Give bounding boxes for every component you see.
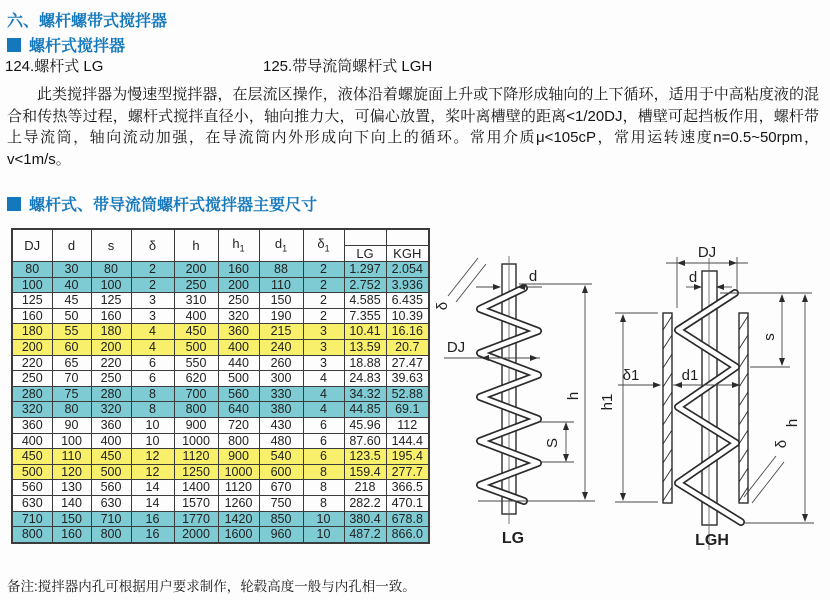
- table-cell: 366.5: [386, 480, 429, 496]
- table-cell: 112: [386, 417, 429, 433]
- table-cell: 310: [174, 293, 218, 309]
- table-cell: 6: [131, 371, 174, 387]
- table-row: [12, 386, 429, 402]
- table-cell: 44.85: [344, 402, 386, 418]
- table-cell: 960: [259, 527, 303, 543]
- table-cell: 710: [12, 511, 52, 527]
- table-cell: 30: [52, 262, 91, 278]
- table-cell: 866.0: [386, 527, 429, 543]
- lg-label-d: d: [528, 268, 538, 285]
- lgh-dim-delta1: [618, 367, 661, 388]
- table-cell: 8: [303, 495, 344, 511]
- table-body: [12, 262, 429, 543]
- table-cell: 1600: [218, 527, 259, 543]
- section-heading-label: 螺杆式、带导流筒螺杆式搅拌器主要尺寸: [29, 197, 318, 214]
- table-row: [12, 480, 429, 496]
- table-cell: 850: [259, 511, 303, 527]
- table-cell: 52.88: [386, 386, 429, 402]
- table-cell: 320: [91, 402, 131, 418]
- table-cell: 1120: [174, 449, 218, 465]
- table-row: [12, 527, 429, 543]
- technical-diagrams: [430, 210, 830, 572]
- table-row: [12, 371, 429, 387]
- table-cell: 470.1: [386, 495, 429, 511]
- table-cell: 130: [52, 480, 91, 496]
- lg-label-delta: δ: [434, 301, 451, 311]
- table-cell: 55: [52, 324, 91, 340]
- table-header: [12, 229, 429, 262]
- lgh-diagram: [599, 244, 814, 550]
- table-cell: 80: [52, 402, 91, 418]
- table-cell: 400: [91, 433, 131, 449]
- table-cell: 160: [12, 308, 52, 324]
- table-cell: 180: [12, 324, 52, 340]
- table-cell: 710: [91, 511, 131, 527]
- table-row: [12, 277, 429, 293]
- table-cell: 4: [131, 339, 174, 355]
- table-cell: 100: [52, 433, 91, 449]
- table-cell: 110: [259, 277, 303, 293]
- description-paragraph: 此类搅拌器为慢速型搅拌器，在层流区操作，液体沿着螺旋面上升或下降形成轴向的上下循环，适用于中高粘度液的混合和传热等过程，螺杆式搅拌直径小，轴向推力大，可偏心放置，桨叶离槽壁的距离<1/20DJ，槽壁可起挡板作用，螺杆带上导流筒，轴向流动加强，在导流筒内外形成向下向上的循环。常用介质μ<105cP，常用运转速度n=0.5~50rpm，v<1m/s。: [7, 86, 819, 168]
- table-cell: 125: [91, 293, 131, 309]
- lgh-label-delta1: δ1: [622, 367, 640, 384]
- column-header: $h_1$: [218, 229, 259, 262]
- table-cell: 10: [303, 511, 344, 527]
- weight-column-header: KGH: [386, 246, 429, 262]
- table-cell: 14: [131, 480, 174, 496]
- table-cell: 12: [131, 449, 174, 465]
- lgh-dim-h: [743, 294, 814, 523]
- table-cell: 3: [131, 308, 174, 324]
- table-cell: 195.4: [386, 449, 429, 465]
- table-cell: 87.60: [344, 433, 386, 449]
- table-cell: 2: [131, 262, 174, 278]
- table-cell: 1770: [174, 511, 218, 527]
- table-row: [12, 308, 429, 324]
- table-cell: 360: [218, 324, 259, 340]
- table-cell: 6: [303, 433, 344, 449]
- lg-label-s: S: [544, 437, 561, 449]
- lgh-dim-s: [720, 293, 812, 367]
- table-cell: 1120: [218, 480, 259, 496]
- table-cell: 16: [131, 527, 174, 543]
- table-cell: 100: [91, 277, 131, 293]
- weight-column-header: LG: [344, 246, 386, 262]
- table-row: [12, 511, 429, 527]
- table-cell: 100: [12, 277, 52, 293]
- section-heading-label: 螺杆式搅拌器: [29, 38, 126, 55]
- table-cell: 1260: [218, 495, 259, 511]
- table-cell: 123.5: [344, 449, 386, 465]
- table-cell: 70: [52, 371, 91, 387]
- model-item-lgh: 125.带导流筒螺杆式 LGH: [263, 58, 433, 75]
- table-cell: 200: [91, 339, 131, 355]
- table-row: [12, 402, 429, 418]
- table-cell: 630: [91, 495, 131, 511]
- table-cell: 13.59: [344, 339, 386, 355]
- table-cell: 360: [91, 417, 131, 433]
- model-item-lg: 124.螺杆式 LG: [5, 58, 104, 75]
- section-heading-dimensions: [7, 192, 317, 215]
- table-cell: 1000: [174, 433, 218, 449]
- table-cell: 280: [12, 386, 52, 402]
- lg-dim-s: [540, 422, 574, 462]
- table-cell: 900: [174, 417, 218, 433]
- table-cell: 39.63: [386, 371, 429, 387]
- table-row: [12, 262, 429, 278]
- table-cell: 380.4: [344, 511, 386, 527]
- table-cell: 16.16: [386, 324, 429, 340]
- footnote: 备注:搅拌器内孔可根据用户要求制作，轮毂高度一般与内孔相一致。: [7, 579, 416, 594]
- table-cell: 8: [131, 402, 174, 418]
- table-cell: 670: [259, 480, 303, 496]
- table-cell: 1000: [218, 464, 259, 480]
- lg-diagram: [434, 256, 595, 547]
- column-header: h: [174, 229, 218, 262]
- table-cell: 3: [131, 293, 174, 309]
- table-cell: 120: [52, 464, 91, 480]
- table-row: [12, 324, 429, 340]
- table-cell: 6.435: [386, 293, 429, 309]
- table-cell: 240: [259, 339, 303, 355]
- table-cell: 150: [259, 293, 303, 309]
- section-heading-screw: [7, 33, 125, 56]
- table-cell: 220: [12, 355, 52, 371]
- table-cell: 8: [303, 464, 344, 480]
- table-cell: 400: [174, 308, 218, 324]
- table-cell: 10: [303, 527, 344, 543]
- table-cell: 3: [303, 355, 344, 371]
- column-header: $\delta_1$: [303, 229, 344, 262]
- table-row: [12, 464, 429, 480]
- table-cell: 150: [52, 511, 91, 527]
- lgh-dim-h1: [599, 313, 658, 502]
- table-cell: 3.936: [386, 277, 429, 293]
- lgh-label-h: h: [784, 418, 801, 428]
- table-cell: 10: [131, 433, 174, 449]
- table-cell: 7.355: [344, 308, 386, 324]
- table-cell: 560: [218, 386, 259, 402]
- table-cell: 50: [52, 308, 91, 324]
- table-cell: 2: [131, 277, 174, 293]
- table-cell: 45.96: [344, 417, 386, 433]
- column-header: d: [52, 229, 91, 262]
- table-cell: 4: [303, 371, 344, 387]
- table-cell: 450: [12, 449, 52, 465]
- table-cell: 2: [303, 293, 344, 309]
- table-cell: 630: [12, 495, 52, 511]
- column-header: $d_1$: [259, 229, 303, 262]
- table-row: [12, 417, 429, 433]
- lgh-label-dj: DJ: [697, 244, 717, 261]
- table-row: [12, 433, 429, 449]
- table-cell: 560: [12, 480, 52, 496]
- table-cell: 250: [91, 371, 131, 387]
- table-cell: 750: [259, 495, 303, 511]
- table-cell: 160: [218, 262, 259, 278]
- table-cell: 27.47: [386, 355, 429, 371]
- table-cell: 40: [52, 277, 91, 293]
- table-cell: 140: [52, 495, 91, 511]
- table-cell: 430: [259, 417, 303, 433]
- table-cell: 18.88: [344, 355, 386, 371]
- table-cell: 220: [91, 355, 131, 371]
- table-cell: 487.2: [344, 527, 386, 543]
- column-header: s: [91, 229, 131, 262]
- table-cell: 440: [218, 355, 259, 371]
- table-cell: 1420: [218, 511, 259, 527]
- table-cell: 700: [174, 386, 218, 402]
- table-cell: 330: [259, 386, 303, 402]
- table-cell: 144.4: [386, 433, 429, 449]
- table-cell: 500: [218, 371, 259, 387]
- table-cell: 215: [259, 324, 303, 340]
- table-cell: 320: [218, 308, 259, 324]
- table-cell: 640: [218, 402, 259, 418]
- table-cell: 10.41: [344, 324, 386, 340]
- table-cell: 600: [259, 464, 303, 480]
- lgh-label-d: d: [688, 269, 698, 286]
- table-cell: 500: [91, 464, 131, 480]
- table-cell: 24.83: [344, 371, 386, 387]
- table-cell: 380: [259, 402, 303, 418]
- lgh-label-s: s: [761, 333, 778, 341]
- table-cell: 180: [91, 324, 131, 340]
- table-row: [12, 339, 429, 355]
- table-cell: 450: [91, 449, 131, 465]
- table-cell: 540: [259, 449, 303, 465]
- table-cell: 88: [259, 262, 303, 278]
- table-cell: 190: [259, 308, 303, 324]
- table-cell: 10: [131, 417, 174, 433]
- table-cell: 3: [303, 324, 344, 340]
- table-cell: 3: [303, 339, 344, 355]
- table-cell: 14: [131, 495, 174, 511]
- table-cell: 1250: [174, 464, 218, 480]
- page-title: 六、螺杆螺带式搅拌器: [7, 13, 168, 30]
- lgh-label-delta: δ: [773, 439, 790, 449]
- table-cell: 360: [12, 417, 52, 433]
- column-header: DJ: [12, 229, 52, 262]
- table-cell: 200: [12, 339, 52, 355]
- table-cell: 2000: [174, 527, 218, 543]
- table-cell: 250: [12, 371, 52, 387]
- table-cell: 8: [303, 480, 344, 496]
- table-cell: 12: [131, 464, 174, 480]
- lgh-label-h1: h1: [599, 393, 616, 411]
- table-cell: 1400: [174, 480, 218, 496]
- weight-header-spacer: [344, 229, 386, 246]
- lg-dim-delta: [434, 258, 486, 310]
- table-cell: 2.752: [344, 277, 386, 293]
- table-cell: 4.585: [344, 293, 386, 309]
- table-cell: 1570: [174, 495, 218, 511]
- table-cell: 450: [174, 324, 218, 340]
- table-cell: 200: [218, 277, 259, 293]
- table-cell: 110: [52, 449, 91, 465]
- section-bullet-icon: [7, 197, 21, 211]
- table-cell: 4: [131, 324, 174, 340]
- table-cell: 10.39: [386, 308, 429, 324]
- table-cell: 65: [52, 355, 91, 371]
- table-cell: 800: [174, 402, 218, 418]
- table-cell: 8: [131, 386, 174, 402]
- table-cell: 260: [259, 355, 303, 371]
- table-cell: 159.4: [344, 464, 386, 480]
- table-cell: 400: [218, 339, 259, 355]
- table-cell: 500: [174, 339, 218, 355]
- table-cell: 160: [52, 527, 91, 543]
- column-header: δ: [131, 229, 174, 262]
- table-cell: 1.297: [344, 262, 386, 278]
- table-cell: 200: [174, 262, 218, 278]
- table-cell: 678.8: [386, 511, 429, 527]
- table-cell: 45: [52, 293, 91, 309]
- weight-header-spacer: [386, 229, 429, 246]
- table-cell: 69.1: [386, 402, 429, 418]
- table-cell: 90: [52, 417, 91, 433]
- table-cell: 800: [91, 527, 131, 543]
- lgh-label-d1: d1: [681, 367, 699, 384]
- table-cell: 500: [12, 464, 52, 480]
- table-cell: 4: [303, 386, 344, 402]
- table-row: [12, 495, 429, 511]
- table-cell: 250: [174, 277, 218, 293]
- table-cell: 20.7: [386, 339, 429, 355]
- table-cell: 75: [52, 386, 91, 402]
- table-cell: 280: [91, 386, 131, 402]
- table-cell: 80: [91, 262, 131, 278]
- table-cell: 282.2: [344, 495, 386, 511]
- table-cell: 125: [12, 293, 52, 309]
- table-cell: 2: [303, 308, 344, 324]
- dimensions-table: [11, 228, 430, 544]
- table-cell: 6: [131, 355, 174, 371]
- table-cell: 2: [303, 262, 344, 278]
- table-cell: 60: [52, 339, 91, 355]
- table-cell: 480: [259, 433, 303, 449]
- table-cell: 6: [303, 417, 344, 433]
- lgh-caption: LGH: [695, 532, 729, 549]
- table-cell: 720: [218, 417, 259, 433]
- table-cell: 400: [12, 433, 52, 449]
- table-cell: 218: [344, 480, 386, 496]
- table-cell: 80: [12, 262, 52, 278]
- table-cell: 16: [131, 511, 174, 527]
- section-bullet-icon: [7, 38, 21, 52]
- table-cell: 277.7: [386, 464, 429, 480]
- lg-label-dj: DJ: [446, 339, 466, 356]
- table-cell: 4: [303, 402, 344, 418]
- table-cell: 34.32: [344, 386, 386, 402]
- table-cell: 550: [174, 355, 218, 371]
- table-cell: 160: [91, 308, 131, 324]
- table-cell: 2.054: [386, 262, 429, 278]
- table-cell: 560: [91, 480, 131, 496]
- table-cell: 320: [12, 402, 52, 418]
- table-row: [12, 449, 429, 465]
- lg-caption: LG: [501, 530, 525, 547]
- table-row: [12, 355, 429, 371]
- table-cell: 800: [218, 433, 259, 449]
- table-cell: 900: [218, 449, 259, 465]
- table-row: [12, 293, 429, 309]
- lg-label-h: h: [565, 391, 582, 401]
- table-cell: 620: [174, 371, 218, 387]
- table-cell: 300: [259, 371, 303, 387]
- table-cell: 2: [303, 277, 344, 293]
- table-cell: 6: [303, 449, 344, 465]
- table-cell: 250: [218, 293, 259, 309]
- lgh-dim-delta: [744, 440, 790, 503]
- table-cell: 800: [12, 527, 52, 543]
